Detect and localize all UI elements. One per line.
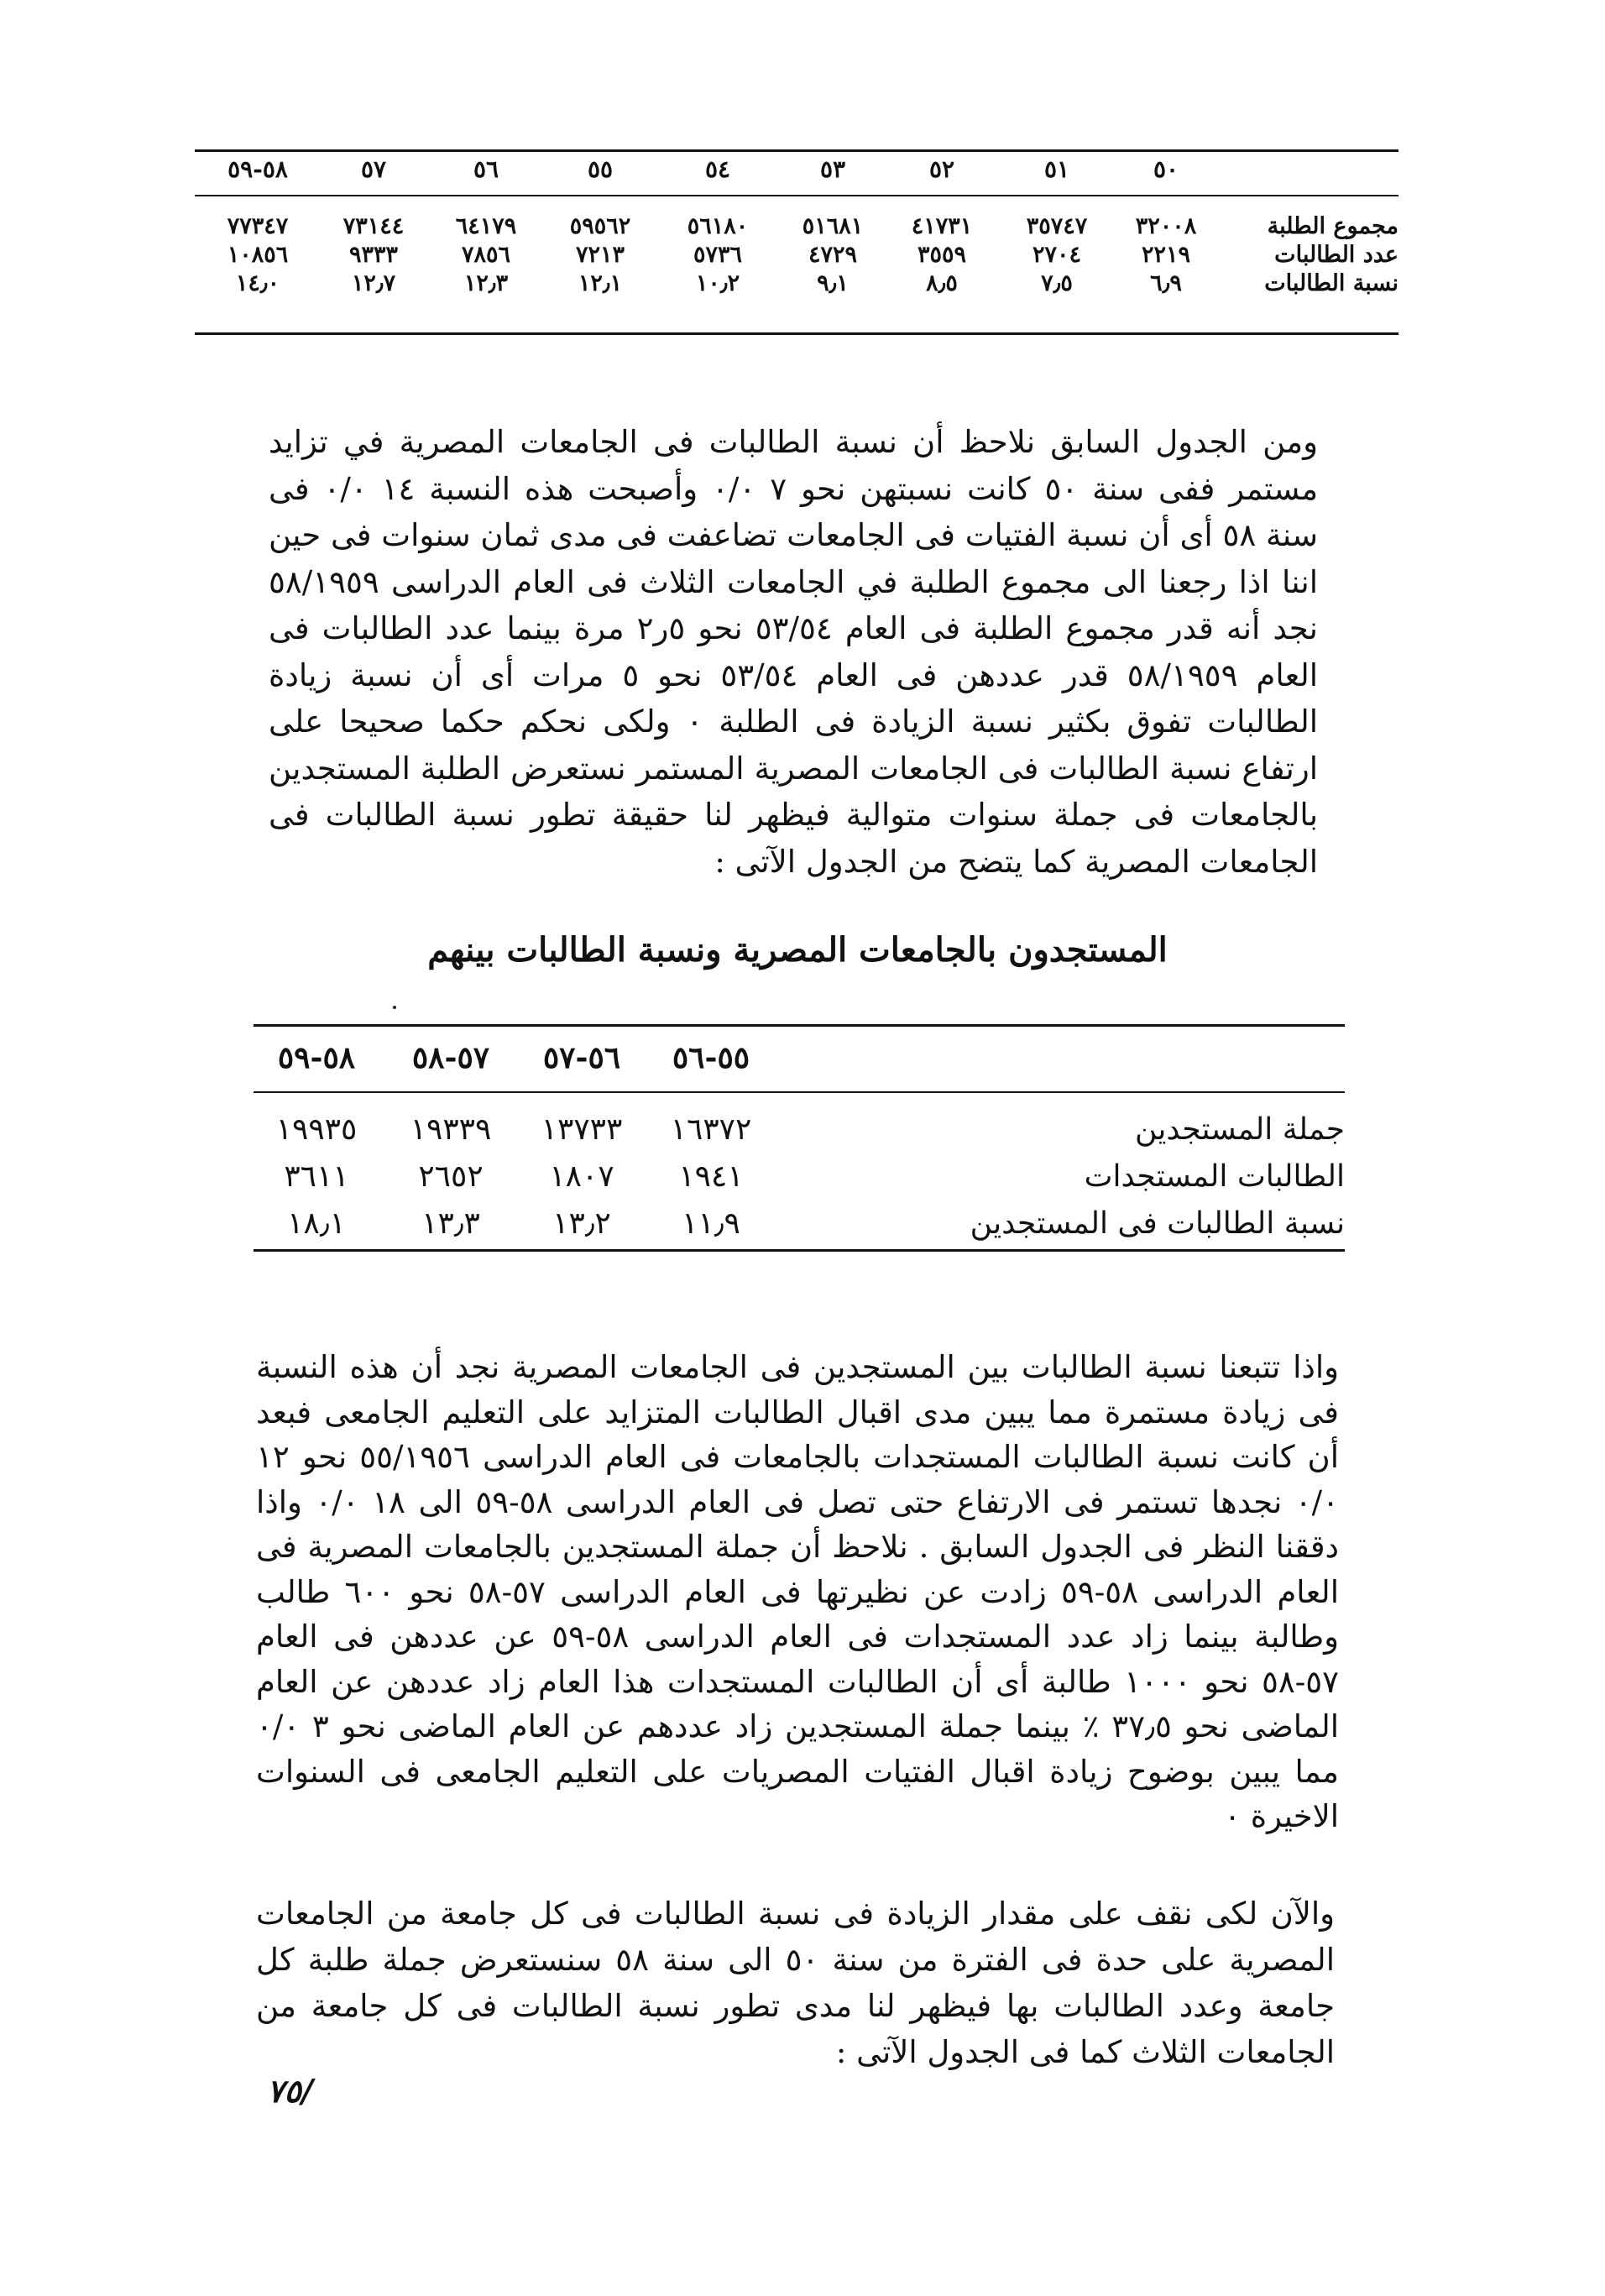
table2-header-cell: ٥٨-٥٩ (277, 1040, 356, 1075)
table-cell: ٤١٧٣١ (911, 213, 973, 239)
row-label: مجموع الطلبة (1267, 213, 1398, 239)
table1-header-cell: ٥٧ (360, 155, 387, 183)
table-cell: ١٦٣٧٢ (670, 1112, 752, 1147)
table-cell: ١٩٣٣٩ (410, 1112, 492, 1147)
new-students-table (254, 1034, 1345, 1081)
table2-header-rule (254, 1091, 1345, 1093)
table1-bottom-rule (195, 332, 1398, 335)
table2-header-row (254, 1034, 1345, 1081)
row-label: عدد الطالبات (1274, 242, 1398, 268)
table-cell: ٣٥٥٩ (917, 242, 966, 268)
table-cell: ٥٦١٨٠ (687, 213, 749, 239)
table1-header-cell: ٥٨-٥٩ (227, 155, 288, 183)
table-cell: ٧٢١٣ (575, 242, 625, 268)
table1-header-rule (195, 195, 1398, 196)
body-paragraph: ومن الجدول السابق نلاحظ أن نسبة الطالبات فى الجامعات المصرية في تزايد مستمر ففى سنة ٥٠ كانت نسبتهن نحو ٧ ٠/٠ وأصبحت هذه النسبة ١٤ ٠/٠ فى سنة ٥٨ أى أن نسبة الفتيات فى الجامعات تضاعفت فى مدى ثمان سنوات فى حين اننا اذا رجعنا الى مجموع الطلبة في الجامعات الثلاث فى العام الدراسى ٥٨/١٩٥٩ نجد أنه قدر مجموع الطلبة فى العام ٥٣/٥٤ نحو ٥ر٢ مرة بينما عدد الطالبات فى العام ٥٨/١٩٥٩ قدر عددهن فى العام ٥٣/٥٤ نحو ٥ مرات أى أن نسبة زيادة الطالبات تفوق بكثير نسبة الزيادة فى الطلبة ٠ ولكى نحكم حكما صحيحا على ارتفاع نسبة الطالبات فى الجامعات المصرية المستمر نستعرض الطلبة المستجدين بالجامعات فى جملة سنوات متوالية فيظهر لنا حقيقة تطور نسبة الطالبات فى الجامعات المصرية كما يتضح من الجدول الآتى : (269, 424, 1319, 880)
body-paragraph: والآن لكى نقف على مقدار الزيادة فى نسبة الطالبات فى كل جامعة من الجامعات المصرية على حدة فى الفترة من سنة ٥٠ الى سنة ٥٨ سنستعرض جملة طلبة كل جامعة وعدد الطالبات بها فيظهر لنا مدى تطور نسبة الطالبات فى كل جامعة من الجامعات الثلاث كما فى الجدول الآتى : (256, 1896, 1335, 2070)
table-cell: ١٨٠٧ (549, 1159, 614, 1194)
table1-header-cell: ٥٤ (704, 155, 731, 183)
table-row (254, 1106, 1345, 1153)
table-cell: ٦٤١٧٩ (455, 213, 517, 239)
table-cell: ١٩٩٣٥ (275, 1112, 358, 1147)
table-cell: ٦٫٩ (1150, 270, 1182, 296)
table2-bottom-rule (254, 1249, 1345, 1252)
table-cell: ٢٦٥٢ (418, 1159, 484, 1194)
table-cell: ٤٧٢٩ (808, 242, 857, 268)
table2-top-rule (254, 1024, 1345, 1027)
table-cell: ١٢٫١ (578, 270, 623, 296)
table-cell: ٧٫٥ (1041, 270, 1073, 296)
table-cell: ٣٥٧٤٧ (1026, 213, 1088, 239)
table-cell: ١٤٫٠ (235, 270, 280, 296)
table-cell: ٧٣١٤٤ (342, 213, 405, 239)
table-cell: ١٣٧٣٣ (541, 1112, 623, 1147)
table-cell: ٧٨٥٦ (461, 242, 510, 268)
table-cell: ١٠٫٢ (695, 270, 740, 296)
row-label: جملة المستجدين (1134, 1112, 1345, 1147)
row-label: نسبة الطالبات (1264, 270, 1398, 296)
stray-dot (393, 1006, 396, 1009)
table-cell: ١٠٨٥٦ (227, 242, 289, 268)
table-cell: ١٨٫١ (287, 1206, 346, 1241)
table2-header-cell: ٥٦-٥٧ (542, 1040, 621, 1075)
table-cell: ١٣٫٣ (421, 1206, 480, 1241)
table-title: المستجدون بالجامعات المصرية ونسبة الطالبات بينهم (427, 930, 1168, 970)
enrollment-table-body (195, 210, 1398, 301)
table-cell: ٣٦١١ (284, 1159, 349, 1194)
table-row (254, 1200, 1345, 1247)
table1-header-row (195, 153, 1398, 186)
table-cell: ٩٫١ (817, 270, 849, 296)
table1-header-cell: ٥٣ (819, 155, 846, 183)
table-cell: ١٢٫٧ (351, 270, 396, 296)
table1-top-rule (195, 149, 1398, 152)
table-cell: ١١٫٩ (682, 1206, 740, 1241)
table-cell: ١٢٫٣ (463, 270, 509, 296)
table2-header-cell: ٥٥-٥٦ (672, 1040, 750, 1075)
table-cell: ٧٧٣٤٧ (227, 213, 289, 239)
table-cell: ٥٩٥٦٢ (569, 213, 631, 239)
table-cell: ٣٢٠٠٨ (1135, 213, 1197, 239)
table1-header-cell: ٥١ (1043, 155, 1070, 183)
row-label: نسبة الطالبات فى المستجدين (970, 1206, 1345, 1241)
table-cell: ٥١٦٨١ (802, 213, 864, 239)
table-cell: ٢٧٠٤ (1032, 242, 1081, 268)
row-label: الطالبات المستجدات (1084, 1159, 1345, 1194)
table-cell: ٨٫٥ (926, 270, 958, 296)
enrollment-table (195, 153, 1398, 186)
table-cell: ٥٧٣٦ (693, 242, 742, 268)
table-row (195, 267, 1398, 301)
table1-header-cell: ٥٠ (1153, 155, 1179, 183)
table-cell: ١٣٫٢ (552, 1206, 611, 1241)
table-row (254, 1153, 1345, 1200)
table2-header-cell: ٥٧-٥٨ (411, 1040, 490, 1075)
new-students-table-body (254, 1106, 1345, 1247)
page-number: ٧٥/ (267, 2072, 313, 2110)
table-cell: ٩٣٣٣ (348, 242, 398, 268)
table-cell: ١٩٤١ (678, 1159, 744, 1194)
table1-header-cell: ٥٦ (473, 155, 499, 183)
table1-header-cell: ٥٥ (587, 155, 614, 183)
table1-header-cell: ٥٢ (928, 155, 955, 183)
body-paragraph: واذا تتبعنا نسبة الطالبات بين المستجدين فى الجامعات المصرية نجد أن هذه النسبة فى زيادة مستمرة مما يبين مدى اقبال الطالبات المتزايد على التعليم الجامعى فبعد أن كانت نسبة الطالبات المستجدات بالجامعات فى العام الدراسى ٥٥/١٩٥٦ نحو ١٢ ٠/٠ نجدها تستمر فى الارتفاع حتى تصل فى العام الدراسى ٥٨-٥٩ الى ١٨ ٠/٠ واذا دققنا النظر فى الجدول السابق . نلاحظ أن جملة المستجدين بالجامعات المصرية فى العام الدراسى ٥٨-٥٩ زادت عن نظيرتها فى العام الدراسى ٥٧-٥٨ نحو ٦٠٠ طالب وطالبة بينما زاد عدد المستجدات فى العام الدراسى ٥٨-٥٩ عن عددهن فى العام ٥٧-٥٨ نحو ١٠٠٠ طالبة أى أن الطالبات المستجدات هذا العام زاد عددهن عن العام الماضى نحو ٣٧٫٥ ٪ بينما جملة المستجدين زاد عددهم عن العام الماضى نحو ٣ ٠/٠ مما يبين بوضوح زيادة اقبال الفتيات المصريات على التعليم الجامعى فى السنوات الاخيرة ٠ (256, 1349, 1340, 1834)
table-cell: ٢٢١٩ (1141, 242, 1190, 268)
